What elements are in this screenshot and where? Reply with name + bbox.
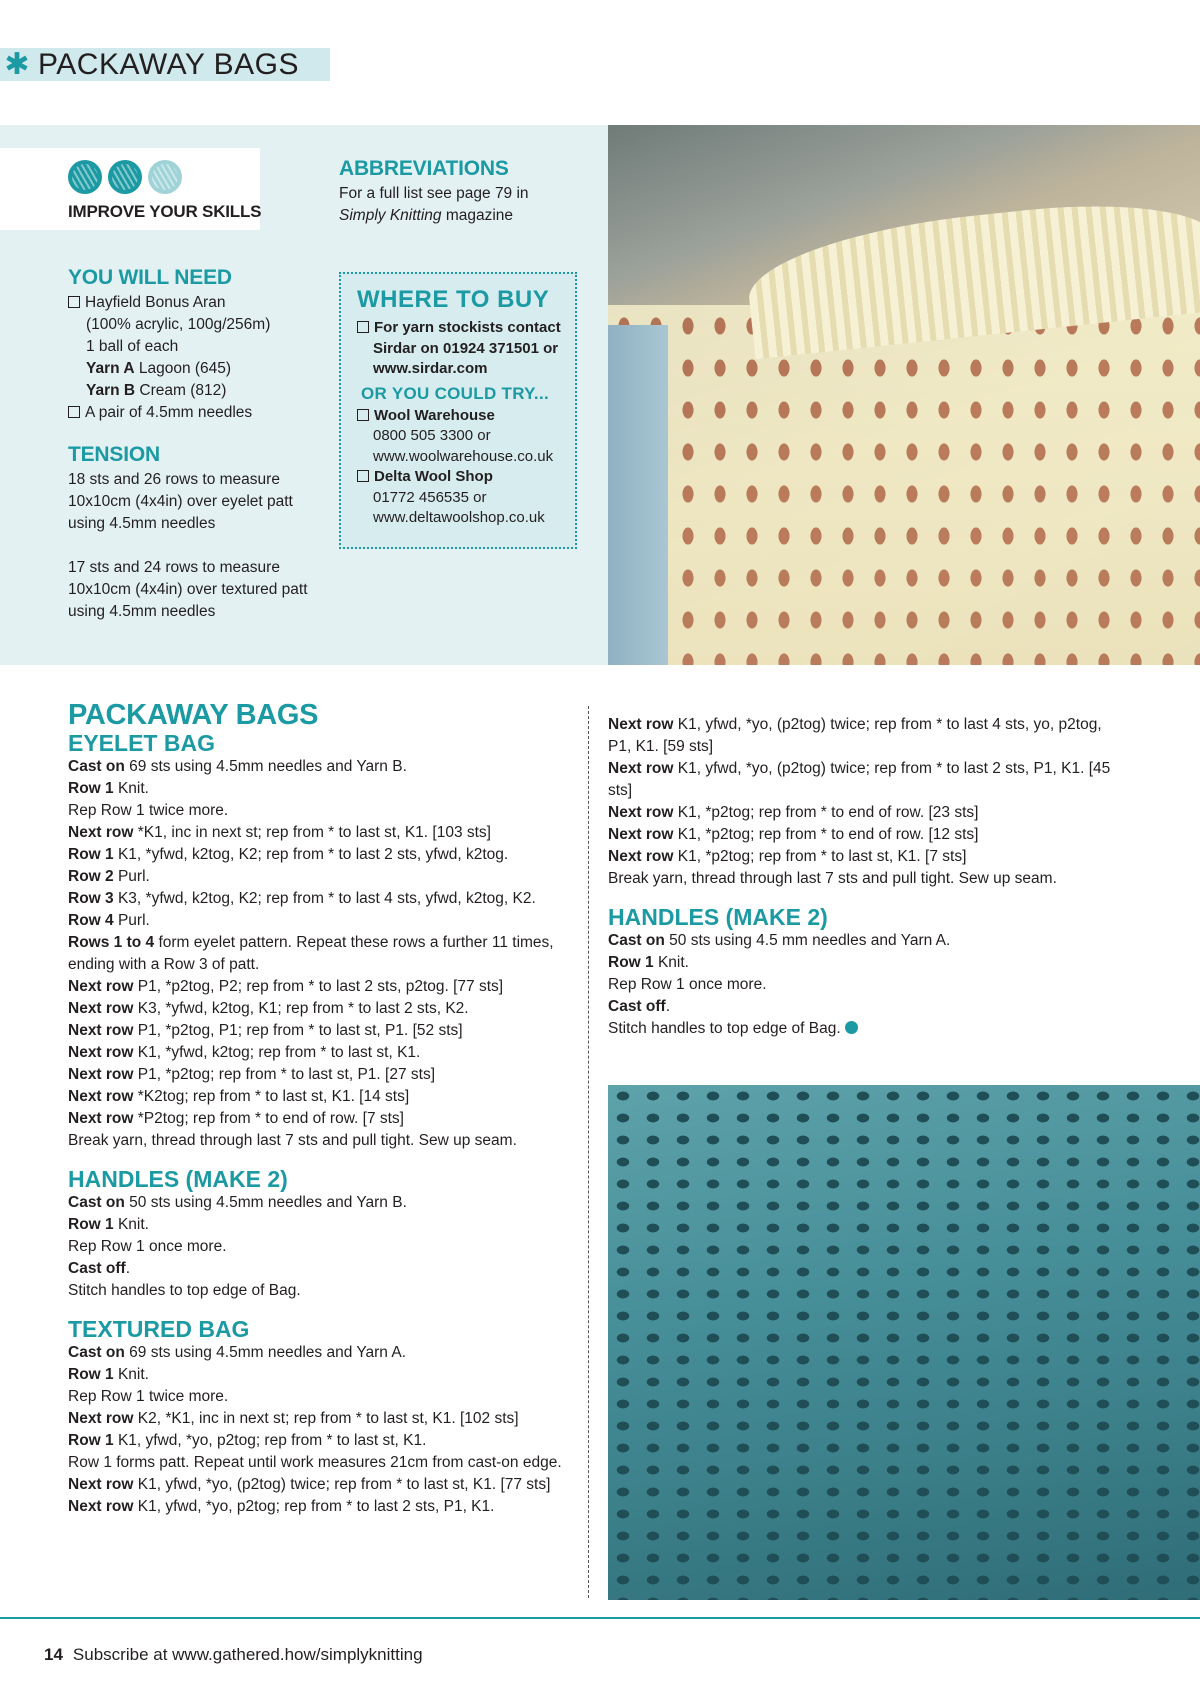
instruction-text: K1, *yfwd, k2tog, K2; rep from * to last 2 sts, yfwd, k2tog. bbox=[113, 846, 509, 863]
instruction-line bbox=[608, 868, 1128, 890]
instruction-line bbox=[68, 910, 566, 932]
material-detail: 1 ball of each bbox=[86, 338, 179, 355]
instruction-line bbox=[608, 846, 1128, 868]
shop-phone: 0800 505 3300 or bbox=[373, 427, 491, 444]
instruction-label: Next row bbox=[68, 1110, 134, 1127]
instruction-text: *K1, inc in next st; rep from * to last st, K1. [103 sts] bbox=[133, 824, 491, 841]
material-item: Hayfield Bonus Aran bbox=[85, 294, 226, 311]
abbreviations-section bbox=[339, 157, 579, 227]
instruction-line bbox=[608, 802, 1128, 824]
instruction-line bbox=[608, 758, 1128, 802]
instruction-label: Cast on bbox=[68, 1344, 125, 1361]
eyelet-instructions bbox=[68, 756, 566, 1152]
abbreviations-text: For a full list see page 79 in bbox=[339, 185, 529, 202]
instruction-label: Next row bbox=[68, 1066, 134, 1083]
instruction-label: Row 1 bbox=[68, 780, 114, 797]
instruction-line bbox=[68, 1496, 566, 1518]
flower-icon: ✱ bbox=[4, 47, 30, 81]
instruction-line bbox=[608, 714, 1128, 758]
eyelet-bag-heading: EYELET BAG bbox=[68, 730, 215, 756]
tension-line: 17 sts and 24 rows to measure bbox=[68, 559, 280, 576]
abbreviations-text: magazine bbox=[441, 207, 514, 224]
instruction-text: Rep Row 1 once more. bbox=[68, 1238, 227, 1255]
yarn-b-label: Yarn B bbox=[86, 382, 136, 399]
end-mark-icon bbox=[845, 1021, 858, 1034]
handles-instructions bbox=[608, 930, 1128, 1040]
instruction-line bbox=[68, 1386, 566, 1408]
tension-line: using 4.5mm needles bbox=[68, 515, 216, 532]
instruction-label: Next row bbox=[68, 1000, 134, 1017]
instruction-text: K1, *p2tog; rep from * to last st, K1. [7 sts] bbox=[673, 848, 967, 865]
instruction-label: Rows 1 to 4 bbox=[68, 934, 155, 951]
textured-bag-photo bbox=[608, 1085, 1200, 1600]
instruction-label: Next row bbox=[68, 1498, 134, 1515]
instruction-text: Rep Row 1 twice more. bbox=[68, 1388, 229, 1405]
alternatives-heading: OR YOU COULD TRY... bbox=[361, 383, 549, 403]
instruction-line bbox=[68, 756, 566, 778]
instruction-text: K1, yfwd, *yo, (p2tog) twice; rep from * to last 2 sts, P1, K1. [45 sts] bbox=[608, 760, 1111, 799]
shop-phone: 01772 456535 or bbox=[373, 488, 487, 506]
instruction-line bbox=[608, 930, 1128, 952]
instruction-line bbox=[68, 1430, 566, 1452]
instruction-label: Cast on bbox=[68, 1194, 125, 1211]
stockist-text: Sirdar on 01924 371501 or bbox=[373, 339, 559, 357]
tension-section bbox=[68, 443, 318, 623]
column-divider bbox=[588, 706, 589, 1598]
instruction-label: Row 3 bbox=[68, 890, 114, 907]
instruction-text: Stitch handles to top edge of Bag. bbox=[68, 1282, 301, 1299]
instruction-line bbox=[68, 778, 566, 800]
instruction-label: Next row bbox=[68, 1476, 134, 1493]
instruction-label: Row 1 bbox=[68, 1216, 114, 1233]
textured-instructions bbox=[68, 1342, 566, 1518]
instruction-line bbox=[608, 1018, 1128, 1040]
tension-line: 18 sts and 26 rows to measure bbox=[68, 471, 280, 488]
shop-name: Wool Warehouse bbox=[374, 406, 495, 424]
instruction-text: K1, yfwd, *yo, (p2tog) twice; rep from * to last 4 sts, yo, p2tog, P1, K1. [59 sts] bbox=[608, 716, 1102, 755]
instruction-text: K1, yfwd, *yo, p2tog; rep from * to last 2 sts, P1, K1. bbox=[133, 1498, 495, 1515]
handles-instructions bbox=[68, 1192, 566, 1302]
instruction-text: Row 1 forms patt. Repeat until work measures 21cm from cast-on edge. bbox=[68, 1454, 562, 1471]
instruction-text: *K2tog; rep from * to last st, K1. [14 sts] bbox=[133, 1088, 410, 1105]
section-header bbox=[0, 48, 330, 81]
instruction-text: K1, *p2tog; rep from * to end of row. [12 sts] bbox=[673, 826, 979, 843]
instruction-text: Purl. bbox=[113, 868, 150, 885]
checkbox-icon bbox=[357, 470, 369, 482]
page-number: 14 bbox=[44, 1645, 63, 1664]
instruction-label: Next row bbox=[68, 1410, 134, 1427]
instruction-label: Next row bbox=[608, 848, 674, 865]
instruction-label: Cast on bbox=[608, 932, 665, 949]
where-to-buy-box bbox=[339, 272, 577, 549]
yarn-a-label: Yarn A bbox=[86, 360, 135, 377]
yarn-ball-icon bbox=[108, 160, 142, 194]
footer-rule bbox=[0, 1617, 1200, 1619]
section-title: PACKAWAY BAGS bbox=[38, 47, 300, 81]
instruction-label: Next row bbox=[68, 1022, 134, 1039]
skill-level-box bbox=[0, 148, 260, 230]
instruction-label: Row 1 bbox=[68, 1366, 114, 1383]
textured-instructions-cont bbox=[608, 714, 1128, 890]
stockist-url[interactable]: www.sirdar.com bbox=[373, 360, 488, 377]
instruction-line bbox=[68, 800, 566, 822]
magazine-name: Simply Knitting bbox=[339, 207, 442, 224]
where-to-buy-heading: WHERE TO BUY bbox=[357, 286, 550, 313]
pattern-title: PACKAWAY BAGS bbox=[68, 699, 319, 731]
instruction-line bbox=[68, 1130, 566, 1152]
instruction-line bbox=[68, 1258, 566, 1280]
instruction-text: K1, yfwd, *yo, (p2tog) twice; rep from * to last st, K1. [77 sts] bbox=[133, 1476, 551, 1493]
checkbox-icon bbox=[68, 296, 80, 308]
instruction-line bbox=[68, 1408, 566, 1430]
instruction-line bbox=[68, 1342, 566, 1364]
abbreviations-heading: ABBREVIATIONS bbox=[339, 157, 509, 180]
tension-line: 10x10cm (4x4in) over eyelet patt bbox=[68, 493, 293, 510]
instruction-line bbox=[68, 1020, 566, 1042]
instruction-text: Rep Row 1 twice more. bbox=[68, 802, 229, 819]
tension-heading: TENSION bbox=[68, 443, 160, 466]
instruction-text: Knit. bbox=[653, 954, 689, 971]
instruction-text: K1, yfwd, *yo, p2tog; rep from * to last st, K1. bbox=[113, 1432, 427, 1449]
instruction-line bbox=[608, 996, 1128, 1018]
instruction-label: Row 1 bbox=[68, 846, 114, 863]
footer bbox=[44, 1645, 423, 1665]
instruction-label: Next row bbox=[68, 1044, 134, 1061]
instruction-line bbox=[68, 1280, 566, 1302]
instruction-line bbox=[68, 1452, 566, 1474]
instruction-text: Purl. bbox=[113, 912, 150, 929]
you-will-need-heading: YOU WILL NEED bbox=[68, 266, 232, 289]
instruction-line bbox=[68, 1064, 566, 1086]
pattern-column-1 bbox=[68, 700, 566, 1518]
instruction-text: K2, *K1, inc in next st; rep from * to last st, K1. [102 sts] bbox=[133, 1410, 519, 1427]
pattern-column-2 bbox=[608, 714, 1128, 1040]
instruction-text: Stitch handles to top edge of Bag. bbox=[608, 1020, 841, 1037]
instruction-text: P1, *p2tog; rep from * to last st, P1. [27 sts] bbox=[133, 1066, 435, 1083]
instruction-line bbox=[68, 1086, 566, 1108]
instruction-label: Row 1 bbox=[68, 1432, 114, 1449]
tension-line: using 4.5mm needles bbox=[68, 603, 216, 620]
instruction-text: Break yarn, thread through last 7 sts and pull tight. Sew up seam. bbox=[68, 1132, 517, 1149]
instruction-text: 69 sts using 4.5mm needles and Yarn B. bbox=[124, 758, 407, 775]
shop-url[interactable]: www.woolwarehouse.co.uk bbox=[373, 447, 554, 465]
instruction-line bbox=[68, 1042, 566, 1064]
instruction-text: Break yarn, thread through last 7 sts and pull tight. Sew up seam. bbox=[608, 870, 1057, 887]
instruction-line bbox=[68, 1108, 566, 1130]
instruction-label: Next row bbox=[608, 804, 674, 821]
instruction-label: Row 4 bbox=[68, 912, 114, 929]
instruction-line bbox=[68, 866, 566, 888]
stockist-text: For yarn stockists contact bbox=[374, 319, 561, 336]
yarn-ball-icon bbox=[68, 160, 102, 194]
instruction-text: K3, *yfwd, k2tog, K2; rep from * to last 4 sts, yfwd, k2tog, K2. bbox=[113, 890, 536, 907]
instruction-label: Cast off bbox=[68, 1260, 126, 1277]
instruction-label: Cast off bbox=[608, 998, 666, 1015]
checkbox-icon bbox=[357, 321, 369, 333]
instruction-label: Next row bbox=[68, 1088, 134, 1105]
instruction-line bbox=[608, 974, 1128, 996]
yarn-b-value: Cream (812) bbox=[139, 382, 227, 399]
instruction-text: *P2tog; rep from * to end of row. [7 sts] bbox=[133, 1110, 404, 1127]
instruction-line bbox=[68, 932, 566, 976]
instruction-line bbox=[68, 976, 566, 998]
material-item: A pair of 4.5mm needles bbox=[85, 404, 253, 421]
you-will-need bbox=[68, 266, 318, 424]
instruction-text: K1, *p2tog; rep from * to end of row. [23 sts] bbox=[673, 804, 979, 821]
instruction-line bbox=[68, 1192, 566, 1214]
instruction-line bbox=[68, 998, 566, 1020]
instruction-label: Next row bbox=[68, 978, 134, 995]
instruction-text: . bbox=[125, 1260, 131, 1277]
material-detail: (100% acrylic, 100g/256m) bbox=[86, 316, 271, 333]
eyelet-bag-photo bbox=[608, 125, 1200, 665]
shop-url[interactable]: www.deltawoolshop.co.uk bbox=[373, 509, 545, 526]
instruction-label: Next row bbox=[608, 716, 674, 733]
instruction-text: Knit. bbox=[113, 1216, 149, 1233]
tension-line: 10x10cm (4x4in) over textured patt bbox=[68, 581, 308, 598]
instruction-text: K1, *yfwd, k2tog; rep from * to last st, K1. bbox=[133, 1044, 421, 1061]
instruction-line bbox=[68, 844, 566, 866]
instruction-text: . bbox=[665, 998, 671, 1015]
instruction-text: form eyelet pattern. Repeat these rows a further 11 times, ending with a Row 3 of patt. bbox=[68, 934, 554, 973]
instruction-text: Knit. bbox=[113, 780, 149, 797]
instruction-label: Next row bbox=[608, 760, 674, 777]
instruction-line bbox=[68, 1214, 566, 1236]
instruction-label: Row 1 bbox=[608, 954, 654, 971]
subscribe-link[interactable]: Subscribe at www.gathered.how/simplyknitting bbox=[72, 1645, 423, 1664]
yarn-a-value: Lagoon (645) bbox=[138, 360, 232, 377]
instruction-text: 50 sts using 4.5 mm needles and Yarn A. bbox=[664, 932, 951, 949]
instruction-text: Rep Row 1 once more. bbox=[608, 976, 767, 993]
instruction-line bbox=[608, 824, 1128, 846]
textured-bag-heading: TEXTURED BAG bbox=[68, 1316, 250, 1342]
instruction-line bbox=[68, 1364, 566, 1386]
shop-name: Delta Wool Shop bbox=[374, 468, 493, 485]
instruction-text: P1, *p2tog, P2; rep from * to last 2 sts, p2tog. [77 sts] bbox=[133, 978, 504, 995]
yarn-ball-icon bbox=[148, 160, 182, 194]
instruction-label: Cast on bbox=[68, 758, 125, 775]
instruction-text: P1, *p2tog, P1; rep from * to last st, P1. [52 sts] bbox=[133, 1022, 463, 1039]
instruction-line bbox=[68, 822, 566, 844]
instruction-line bbox=[68, 888, 566, 910]
handles-heading: HANDLES (MAKE 2) bbox=[608, 904, 828, 930]
checkbox-icon bbox=[68, 406, 80, 418]
instruction-text: 69 sts using 4.5mm needles and Yarn A. bbox=[124, 1344, 407, 1361]
instruction-line bbox=[608, 952, 1128, 974]
instruction-text: 50 sts using 4.5mm needles and Yarn B. bbox=[124, 1194, 407, 1211]
instruction-label: Next row bbox=[608, 826, 674, 843]
instruction-text: Knit. bbox=[113, 1366, 149, 1383]
instruction-line bbox=[68, 1236, 566, 1258]
handles-heading: HANDLES (MAKE 2) bbox=[68, 1166, 288, 1192]
instruction-line bbox=[68, 1474, 566, 1496]
instruction-text: K3, *yfwd, k2tog, K1; rep from * to last 2 sts, K2. bbox=[133, 1000, 469, 1017]
skill-level-label: IMPROVE YOUR SKILLS bbox=[68, 202, 262, 221]
instruction-label: Next row bbox=[68, 824, 134, 841]
instruction-label: Row 2 bbox=[68, 868, 114, 885]
checkbox-icon bbox=[357, 409, 369, 421]
